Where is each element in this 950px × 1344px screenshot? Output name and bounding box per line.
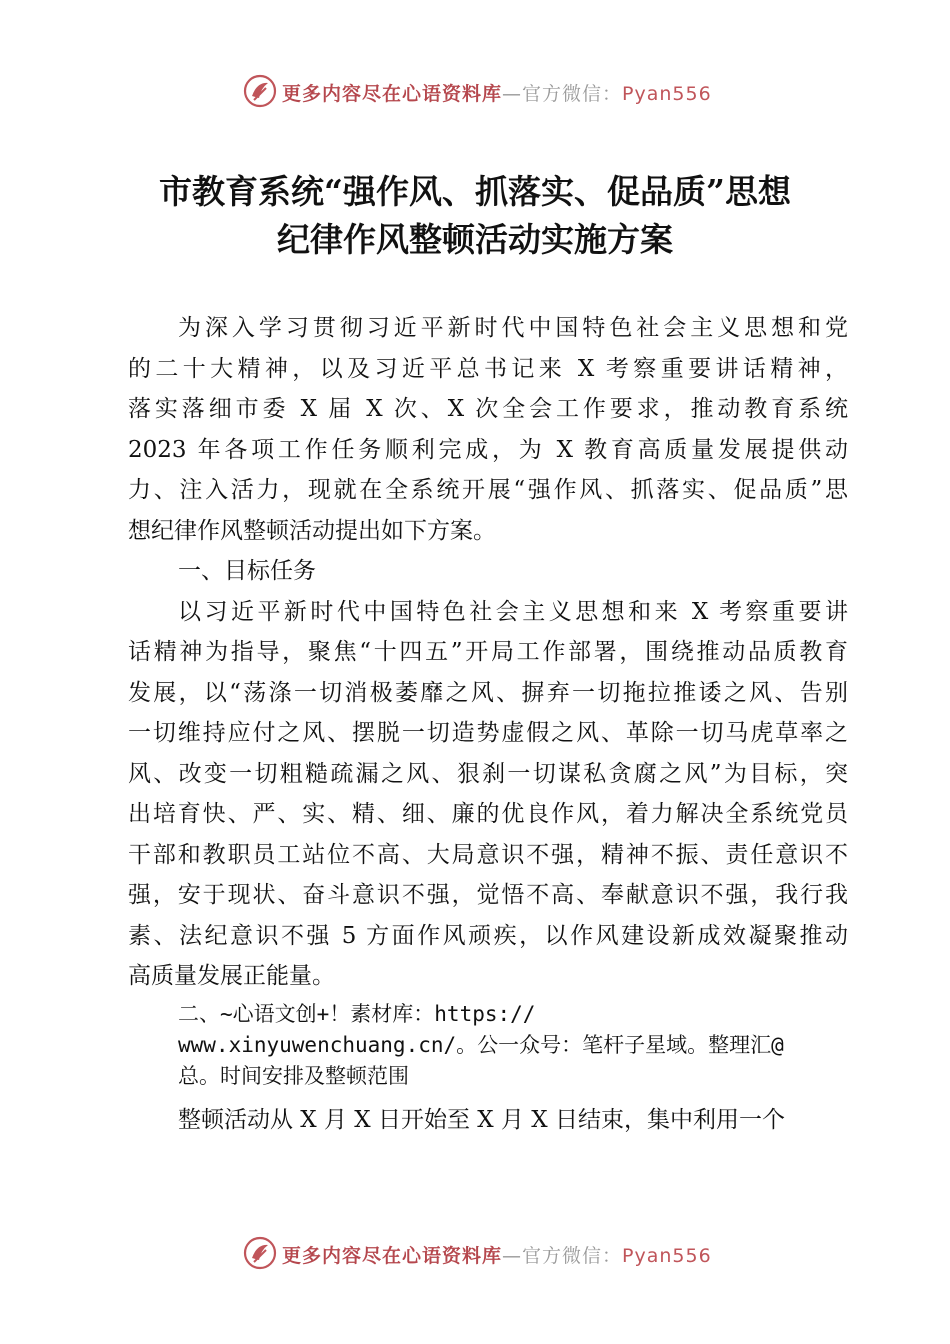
paragraph-line: 以习近平新时代中国特色社会主义思想和来 X 考察重要讲: [178, 598, 848, 625]
banner-brand: 更多内容尽在心语资料库: [282, 83, 503, 105]
document-title: [60, 168, 890, 264]
paragraph-line: 出培育快、严、实、精、细、廉的优良作风，着力解决全系统党员: [128, 801, 848, 827]
paragraph-line: 力、注入活力，现就在全系统开展“强作风、抓落实、促品质”思: [128, 477, 848, 503]
banner-dash: —: [502, 1245, 523, 1267]
paragraph-line: 一切维持应付之风、摆脱一切造势虚假之风、革除一切马虎草率之: [128, 720, 848, 746]
section2-paragraph-line: 整顿活动从 X 月 X 日开始至 X 月 X 日结束，集中利用一个: [178, 1106, 785, 1133]
paragraph-line: 想纪律作风整顿活动提出如下方案。: [128, 517, 496, 544]
heading-line: 总。时间安排及整顿范围: [178, 1063, 409, 1088]
paragraph-line: 风、改变一切粗糙疏漏之风、狠刹一切谋私贪腐之风”为目标，突: [128, 760, 848, 787]
header-banner: [0, 70, 950, 114]
banner-text: [282, 1241, 712, 1268]
paragraph-line: 的二十大精神，以及习近平总书记来 X 考察重要讲话精神，: [128, 355, 848, 382]
banner-brand: 更多内容尽在心语资料库: [282, 1245, 503, 1267]
intro-paragraph: [128, 308, 848, 551]
paragraph-line: 为深入学习贯彻习近平新时代中国特色社会主义思想和党: [178, 315, 848, 341]
paragraph-line: 发展，以“荡涤一切消极萎靡之风、摒弃一切拖拉推诿之风、告别: [128, 679, 848, 706]
section-heading-1: 一、目标任务: [178, 558, 316, 584]
paragraph-line: 高质量发展正能量。: [128, 963, 335, 989]
title-line-2: 纪律作风整顿活动实施方案: [277, 220, 673, 259]
document-body: [128, 308, 848, 1140]
banner-wechat-label: 官方微信：: [522, 83, 623, 105]
brand-logo-icon: [243, 1236, 277, 1270]
heading-line: 二、~心语文创+！素材库：https://: [178, 1001, 536, 1026]
banner-wechat-label: 官方微信：: [522, 1245, 623, 1267]
banner-text: [282, 79, 712, 106]
paragraph-line: 落实落细市委 X 届 X 次、X 次全会工作要求，推动教育系统: [128, 396, 848, 422]
section1-paragraph: [128, 592, 848, 997]
paragraph-line: 话精神为指导，聚焦“十四五”开局工作部署，围绕推动品质教育: [128, 639, 848, 665]
brand-logo-icon: [243, 74, 277, 108]
banner-dash: —: [502, 83, 523, 105]
paragraph-line: 2023 年各项工作任务顺利完成，为 X 教育高质量发展提供动: [128, 436, 848, 463]
banner-wechat-id: Pyan556: [622, 83, 712, 105]
footer-banner: [0, 1232, 950, 1276]
title-line-1: 市教育系统“强作风、抓落实、促品质”思想: [159, 172, 791, 211]
banner-wechat-id: Pyan556: [622, 1245, 712, 1267]
paragraph-line: 强，安于现状、奋斗意识不强，觉悟不高、奉献意识不强，我行我: [128, 882, 848, 908]
paragraph-line: 素、法纪意识不强 5 方面作风顽疾，以作风建设新成效凝聚推动: [128, 922, 848, 949]
paragraph-line: 干部和教职员工站位不高、大局意识不强，精神不振、责任意识不: [128, 841, 848, 868]
heading-line: www.xinyuwenchuang.cn/。公一众号：笔杆子星域。整理汇@: [178, 1032, 784, 1057]
section-heading-2: [128, 999, 848, 1092]
